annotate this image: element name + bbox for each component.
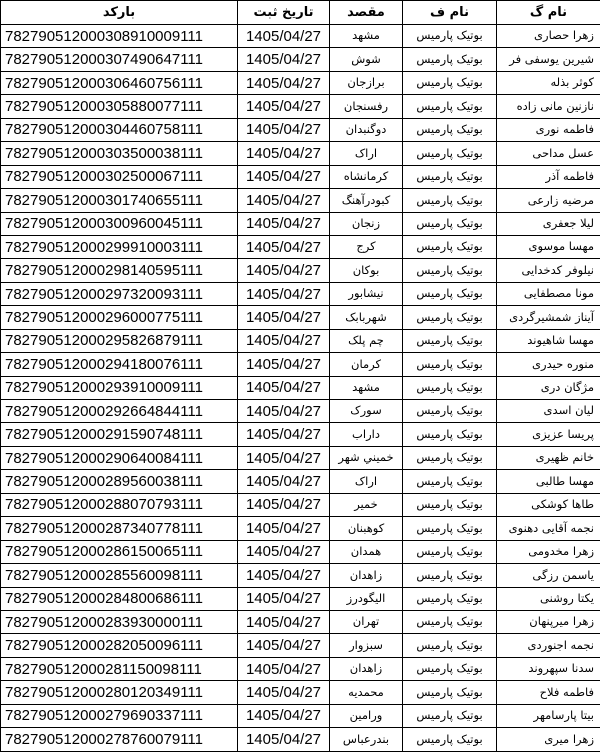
barcode-cell: 782790512000290640084111 <box>1 446 238 469</box>
recipient-cell: خانم ظهیری <box>497 446 600 469</box>
table-row <box>1 25 600 48</box>
barcode-cell: 782790512000284800686111 <box>1 587 238 610</box>
table-row <box>1 517 600 540</box>
barcode-cell: 782790512000301740655111 <box>1 189 238 212</box>
date-cell: 1405/04/27 <box>238 517 330 540</box>
date-cell: 1405/04/27 <box>238 376 330 399</box>
sender-cell: بوتیک پارمیس <box>403 540 497 563</box>
table-row <box>1 470 600 493</box>
table-row <box>1 353 600 376</box>
date-cell: 1405/04/27 <box>238 329 330 352</box>
sender-cell: بوتیک پارمیس <box>403 587 497 610</box>
table-row <box>1 71 600 94</box>
sender-cell: بوتیک پارمیس <box>403 282 497 305</box>
destination-cell: زنجان <box>330 212 403 235</box>
recipient-cell: نازنین مانی زاده <box>497 95 600 118</box>
barcode-cell: 782790512000303500038111 <box>1 142 238 165</box>
table-row <box>1 728 600 752</box>
barcode-cell: 782790512000292664844111 <box>1 400 238 423</box>
sender-cell: بوتیک پارمیس <box>403 353 497 376</box>
table-row <box>1 704 600 727</box>
sender-cell: بوتیک پارمیس <box>403 306 497 329</box>
date-cell: 1405/04/27 <box>238 423 330 446</box>
recipient-cell: فاطمه آذر <box>497 165 600 188</box>
table-row <box>1 48 600 71</box>
recipient-cell: زهرا مخدومی <box>497 540 600 563</box>
sender-cell: بوتیک پارمیس <box>403 470 497 493</box>
destination-cell: تهران <box>330 610 403 633</box>
barcode-cell: 782790512000283930000111 <box>1 610 238 633</box>
recipient-cell: زهرا میرپنهان <box>497 610 600 633</box>
date-cell: 1405/04/27 <box>238 540 330 563</box>
destination-cell: رفسنجان <box>330 95 403 118</box>
recipient-cell: زهرا میری <box>497 728 600 752</box>
destination-cell: سبزوار <box>330 634 403 657</box>
destination-cell: کرمانشاه <box>330 165 403 188</box>
sender-cell: بوتیک پارمیس <box>403 212 497 235</box>
date-cell: 1405/04/27 <box>238 306 330 329</box>
recipient-cell: طاها کوشکی <box>497 493 600 516</box>
table-row <box>1 376 600 399</box>
destination-cell: کرج <box>330 235 403 258</box>
table-row <box>1 634 600 657</box>
barcode-cell: 782790512000289560038111 <box>1 470 238 493</box>
barcode-cell: 782790512000305880077111 <box>1 95 238 118</box>
table-row <box>1 235 600 258</box>
sender-cell: بوتیک پارمیس <box>403 400 497 423</box>
destination-cell: کرمان <box>330 353 403 376</box>
recipient-cell: مونا مصطفایی <box>497 282 600 305</box>
barcode-cell: 782790512000288070793111 <box>1 493 238 516</box>
destination-cell: شهربابک <box>330 306 403 329</box>
sender-cell: بوتیک پارمیس <box>403 681 497 704</box>
sender-cell: بوتیک پارمیس <box>403 493 497 516</box>
date-cell: 1405/04/27 <box>238 235 330 258</box>
recipient-cell: لیلا جعفری <box>497 212 600 235</box>
sender-cell: بوتیک پارمیس <box>403 517 497 540</box>
recipient-cell: مرضیه زارعی <box>497 189 600 212</box>
date-cell: 1405/04/27 <box>238 259 330 282</box>
table-row <box>1 446 600 469</box>
barcode-cell: 782790512000298140595111 <box>1 259 238 282</box>
sender-cell: بوتیک پارمیس <box>403 165 497 188</box>
table-row <box>1 118 600 141</box>
date-cell: 1405/04/27 <box>238 681 330 704</box>
date-cell: 1405/04/27 <box>238 446 330 469</box>
destination-cell: کبودرآهنگ <box>330 189 403 212</box>
table-row <box>1 282 600 305</box>
barcode-cell: 782790512000307490647111 <box>1 48 238 71</box>
date-cell: 1405/04/27 <box>238 704 330 727</box>
destination-cell: ورامین <box>330 704 403 727</box>
table-row <box>1 423 600 446</box>
destination-cell: نیشابور <box>330 282 403 305</box>
table-row <box>1 306 600 329</box>
recipient-cell: نجمه آقایی دهنوی <box>497 517 600 540</box>
recipient-cell: یاسمن رزگی <box>497 564 600 587</box>
recipient-cell: یکتا روشنی <box>497 587 600 610</box>
barcode-cell: 782790512000293910009111 <box>1 376 238 399</box>
date-cell: 1405/04/27 <box>238 25 330 48</box>
sender-cell: بوتیک پارمیس <box>403 634 497 657</box>
destination-cell: کوهبنان <box>330 517 403 540</box>
table-row <box>1 212 600 235</box>
sender-cell: بوتیک پارمیس <box>403 71 497 94</box>
recipient-cell: منوره حیدری <box>497 353 600 376</box>
destination-cell: بوکان <box>330 259 403 282</box>
sender-cell: بوتیک پارمیس <box>403 142 497 165</box>
sender-cell: بوتیک پارمیس <box>403 657 497 680</box>
recipient-cell: مهسا شاهیوند <box>497 329 600 352</box>
date-cell: 1405/04/27 <box>238 71 330 94</box>
barcode-cell: 782790512000282050096111 <box>1 634 238 657</box>
sender-cell: بوتیک پارمیس <box>403 189 497 212</box>
barcode-cell: 782790512000287340778111 <box>1 517 238 540</box>
header-row <box>1 1 600 25</box>
table-row <box>1 165 600 188</box>
destination-cell: شوش <box>330 48 403 71</box>
date-cell: 1405/04/27 <box>238 189 330 212</box>
sender-cell: بوتیک پارمیس <box>403 25 497 48</box>
header-sender: نام ف <box>403 1 497 25</box>
sender-cell: بوتیک پارمیس <box>403 235 497 258</box>
table-row <box>1 493 600 516</box>
sender-cell: بوتیک پارمیس <box>403 259 497 282</box>
table-row <box>1 564 600 587</box>
recipient-cell: عسل مداحی <box>497 142 600 165</box>
sender-cell: بوتیک پارمیس <box>403 446 497 469</box>
destination-cell: زاهدان <box>330 564 403 587</box>
date-cell: 1405/04/27 <box>238 353 330 376</box>
recipient-cell: پریسا عزیزی <box>497 423 600 446</box>
table-row <box>1 142 600 165</box>
date-cell: 1405/04/27 <box>238 657 330 680</box>
table-row <box>1 657 600 680</box>
date-cell: 1405/04/27 <box>238 610 330 633</box>
date-cell: 1405/04/27 <box>238 165 330 188</box>
date-cell: 1405/04/27 <box>238 587 330 610</box>
table-row <box>1 587 600 610</box>
recipient-cell: مژگان دری <box>497 376 600 399</box>
table-row <box>1 189 600 212</box>
sender-cell: بوتیک پارمیس <box>403 48 497 71</box>
barcode-cell: 782790512000295826879111 <box>1 329 238 352</box>
date-cell: 1405/04/27 <box>238 212 330 235</box>
destination-cell: داراب <box>330 423 403 446</box>
recipient-cell: مهسا موسوی <box>497 235 600 258</box>
destination-cell: مشهد <box>330 25 403 48</box>
recipient-cell: نجمه اجنوردی <box>497 634 600 657</box>
recipient-cell: فاطمه نوری <box>497 118 600 141</box>
barcode-cell: 782790512000306460756111 <box>1 71 238 94</box>
date-cell: 1405/04/27 <box>238 95 330 118</box>
destination-cell: بندرعباس <box>330 728 403 752</box>
recipient-cell: شیرین یوسفی فر <box>497 48 600 71</box>
recipient-cell: سدنا سپهروند <box>497 657 600 680</box>
recipient-cell: بیتا پارسامهر <box>497 704 600 727</box>
recipient-cell: نیلوفر کدخدایی <box>497 259 600 282</box>
table-row <box>1 259 600 282</box>
destination-cell: همدان <box>330 540 403 563</box>
destination-cell: اراک <box>330 142 403 165</box>
table-row <box>1 540 600 563</box>
destination-cell: خميني شهر <box>330 446 403 469</box>
barcode-cell: 782790512000279690337111 <box>1 704 238 727</box>
destination-cell: خمیر <box>330 493 403 516</box>
destination-cell: سورک <box>330 400 403 423</box>
date-cell: 1405/04/27 <box>238 48 330 71</box>
barcode-cell: 782790512000285560098111 <box>1 564 238 587</box>
recipient-cell: مهسا طالبی <box>497 470 600 493</box>
date-cell: 1405/04/27 <box>238 728 330 752</box>
barcode-cell: 782790512000299910003111 <box>1 235 238 258</box>
destination-cell: محمدیه <box>330 681 403 704</box>
recipient-cell: زهرا حصاری <box>497 25 600 48</box>
date-cell: 1405/04/27 <box>238 634 330 657</box>
barcode-cell: 782790512000304460758111 <box>1 118 238 141</box>
sender-cell: بوتیک پارمیس <box>403 610 497 633</box>
table-row <box>1 95 600 118</box>
barcode-cell: 782790512000297320093111 <box>1 282 238 305</box>
recipient-cell: لیان اسدی <box>497 400 600 423</box>
recipient-cell: آیناز شمشیرگردی <box>497 306 600 329</box>
sender-cell: بوتیک پارمیس <box>403 423 497 446</box>
destination-cell: مشهد <box>330 376 403 399</box>
barcode-cell: 782790512000302500067111 <box>1 165 238 188</box>
barcode-cell: 782790512000294180076111 <box>1 353 238 376</box>
barcode-cell: 782790512000291590748111 <box>1 423 238 446</box>
destination-cell: اراک <box>330 470 403 493</box>
recipient-cell: کوثر بذله <box>497 71 600 94</box>
sender-cell: بوتیک پارمیس <box>403 329 497 352</box>
recipient-cell: فاطمه فلاح <box>497 681 600 704</box>
barcode-cell: 782790512000300960045111 <box>1 212 238 235</box>
header-destination: مقصد <box>330 1 403 25</box>
date-cell: 1405/04/27 <box>238 470 330 493</box>
destination-cell: چم پلک <box>330 329 403 352</box>
table-row <box>1 610 600 633</box>
date-cell: 1405/04/27 <box>238 564 330 587</box>
sender-cell: بوتیک پارمیس <box>403 728 497 752</box>
table-row <box>1 400 600 423</box>
sender-cell: بوتیک پارمیس <box>403 95 497 118</box>
barcode-cell: 782790512000286150065111 <box>1 540 238 563</box>
sender-cell: بوتیک پارمیس <box>403 704 497 727</box>
barcode-cell: 782790512000281150098111 <box>1 657 238 680</box>
date-cell: 1405/04/27 <box>238 142 330 165</box>
header-date: تاریخ ثبت <box>238 1 330 25</box>
barcode-cell: 782790512000308910009111 <box>1 25 238 48</box>
table-row <box>1 329 600 352</box>
destination-cell: زاهدان <box>330 657 403 680</box>
header-barcode: بارکد <box>1 1 238 25</box>
barcode-cell: 782790512000278760079111 <box>1 728 238 752</box>
date-cell: 1405/04/27 <box>238 400 330 423</box>
sender-cell: بوتیک پارمیس <box>403 118 497 141</box>
date-cell: 1405/04/27 <box>238 118 330 141</box>
destination-cell: دوگنبدان <box>330 118 403 141</box>
header-recipient: نام گ <box>497 1 600 25</box>
date-cell: 1405/04/27 <box>238 282 330 305</box>
destination-cell: برازجان <box>330 71 403 94</box>
barcode-cell: 782790512000280120349111 <box>1 681 238 704</box>
sender-cell: بوتیک پارمیس <box>403 564 497 587</box>
sender-cell: بوتیک پارمیس <box>403 376 497 399</box>
destination-cell: الیگودرز <box>330 587 403 610</box>
date-cell: 1405/04/27 <box>238 493 330 516</box>
barcode-cell: 782790512000296000775111 <box>1 306 238 329</box>
table-row <box>1 681 600 704</box>
